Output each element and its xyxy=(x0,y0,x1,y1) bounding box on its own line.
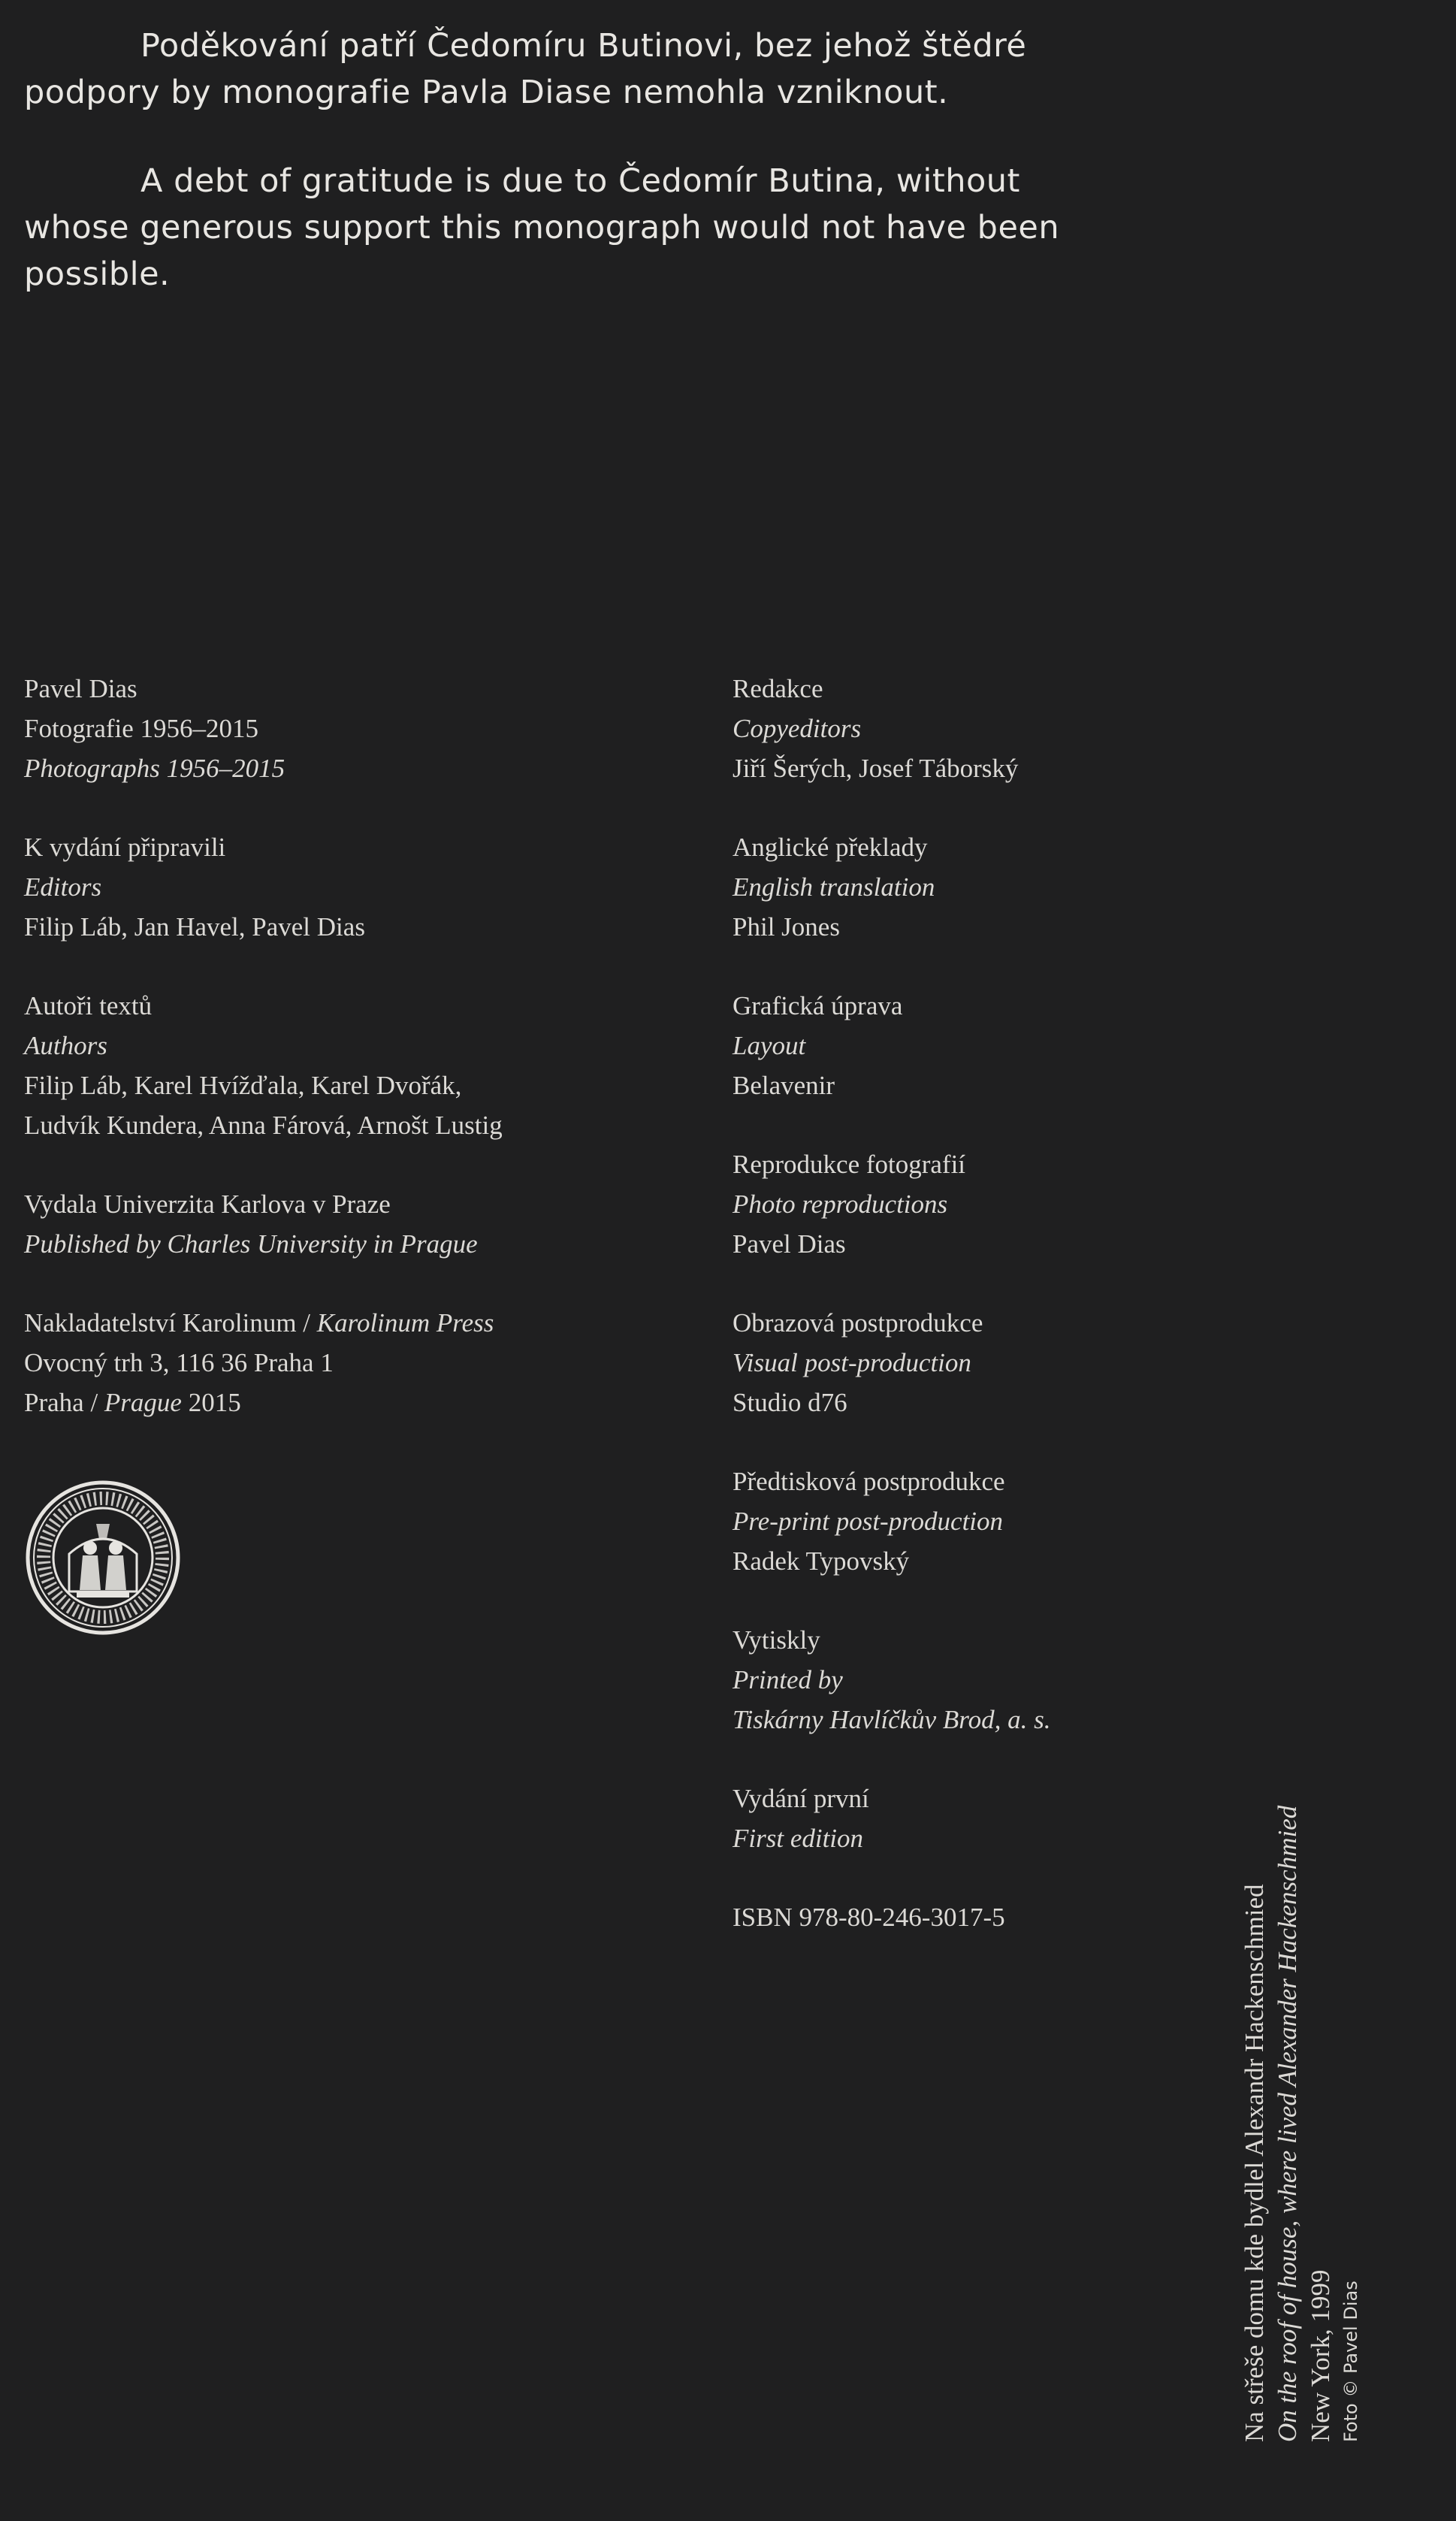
visual-post-names: Studio d76 xyxy=(733,1388,847,1417)
authors-names-line2: Ludvík Kundera, Anna Fárová, Arnošt Lustig xyxy=(24,1111,503,1140)
right-column xyxy=(733,669,1334,1976)
university-seal-icon xyxy=(24,1479,182,1637)
photo-repro-block xyxy=(733,1144,1334,1264)
editors-names: Filip Láb, Jan Havel, Pavel Dias xyxy=(24,912,365,942)
title-block xyxy=(24,669,700,788)
isbn: ISBN 978-80-246-3017-5 xyxy=(733,1903,1005,1932)
acknowledgement-cz xyxy=(24,23,1076,116)
acknowledgement-cz-text: Poděkování patří Čedomíru Butinovi, bez jehož štědré podpory by monografie Pavla Diase nemohla vzniknout. xyxy=(24,27,1027,111)
visual-post-label-cz: Obrazová postprodukce xyxy=(733,1308,983,1338)
publisher-name-en: Karolinum Press xyxy=(316,1308,494,1338)
published-block xyxy=(24,1184,700,1264)
printed-names: Tiskárny Havlíčkův Brod, a. s. xyxy=(733,1705,1051,1734)
acknowledgement-en xyxy=(24,158,1076,298)
layout-label-en: Layout xyxy=(733,1031,806,1060)
publisher-city-cz: Praha / xyxy=(24,1388,104,1417)
editors-label-cz: K vydání připravili xyxy=(24,833,226,862)
edition-label-en: First edition xyxy=(733,1824,864,1853)
photo-repro-label-en: Photo reproductions xyxy=(733,1189,948,1219)
published-cz: Vydala Univerzita Karlova v Praze xyxy=(24,1189,391,1219)
translation-label-cz: Anglické překlady xyxy=(733,833,928,862)
book-title-en: Photographs 1956–2015 xyxy=(24,754,285,783)
authors-label-cz: Autoři textů xyxy=(24,991,153,1020)
photo-repro-label-cz: Reprodukce fotografií xyxy=(733,1150,966,1179)
layout-label-cz: Grafická úprava xyxy=(733,991,903,1020)
book-title-cz: Fotografie 1956–2015 xyxy=(24,714,259,743)
editors-label-en: Editors xyxy=(24,872,102,902)
publisher-address: Ovocný trh 3, 116 36 Praha 1 xyxy=(24,1348,334,1377)
caption-foto-credit: Foto © Pavel Dias xyxy=(1340,2281,1361,2442)
caption-place: New York, 1999 xyxy=(1306,2269,1335,2442)
photo-caption xyxy=(1238,1806,1364,2442)
editors-block xyxy=(24,827,700,947)
visual-post-label-en: Visual post-production xyxy=(733,1348,971,1377)
translation-label-en: English translation xyxy=(733,872,935,902)
published-en: Published by Charles University in Prague xyxy=(24,1229,478,1259)
printed-block xyxy=(733,1620,1334,1740)
publisher-name-cz: Nakladatelství Karolinum / xyxy=(24,1308,317,1338)
preprint-names: Radek Typovský xyxy=(733,1546,910,1576)
preprint-label-cz: Předtisková postprodukce xyxy=(733,1467,1005,1496)
printed-label-en: Printed by xyxy=(733,1665,843,1694)
authors-label-en: Authors xyxy=(24,1031,107,1060)
publisher-city-en: Prague xyxy=(104,1388,182,1417)
preprint-block xyxy=(733,1462,1334,1581)
copyeditors-label-cz: Redakce xyxy=(733,674,823,703)
visual-post-block xyxy=(733,1303,1334,1422)
layout-block xyxy=(733,986,1334,1105)
preprint-label-en: Pre-print post-production xyxy=(733,1507,1004,1536)
copyeditors-block xyxy=(733,669,1334,788)
copyeditors-label-en: Copyeditors xyxy=(733,714,862,743)
caption-en: On the roof of house, where lived Alexander Hackenschmied xyxy=(1273,1805,1302,2442)
caption-cz: Na střeše domu kde bydlel Alexandr Hackenschmied xyxy=(1240,1884,1269,2442)
photo-repro-names: Pavel Dias xyxy=(733,1229,846,1259)
copyeditors-names: Jiří Šerých, Josef Táborský xyxy=(733,754,1019,783)
authors-block xyxy=(24,986,700,1145)
layout-names: Belavenir xyxy=(733,1071,835,1100)
translation-names: Phil Jones xyxy=(733,912,840,942)
printed-label-cz: Vytiskly xyxy=(733,1625,820,1655)
left-column xyxy=(24,669,700,1462)
authors-names-line1: Filip Láb, Karel Hvížďala, Karel Dvořák, xyxy=(24,1071,462,1100)
publisher-city xyxy=(24,1383,700,1422)
acknowledgement-en-text: A debt of gratitude is due to Čedomír Butina, without whose generous support this monograph would not have been possible. xyxy=(24,162,1060,293)
translation-block xyxy=(733,827,1334,947)
publisher-name xyxy=(24,1303,700,1343)
book-author: Pavel Dias xyxy=(24,674,137,703)
publisher-block xyxy=(24,1303,700,1422)
publisher-year: 2015 xyxy=(181,1388,241,1417)
edition-label-cz: Vydání první xyxy=(733,1784,869,1813)
